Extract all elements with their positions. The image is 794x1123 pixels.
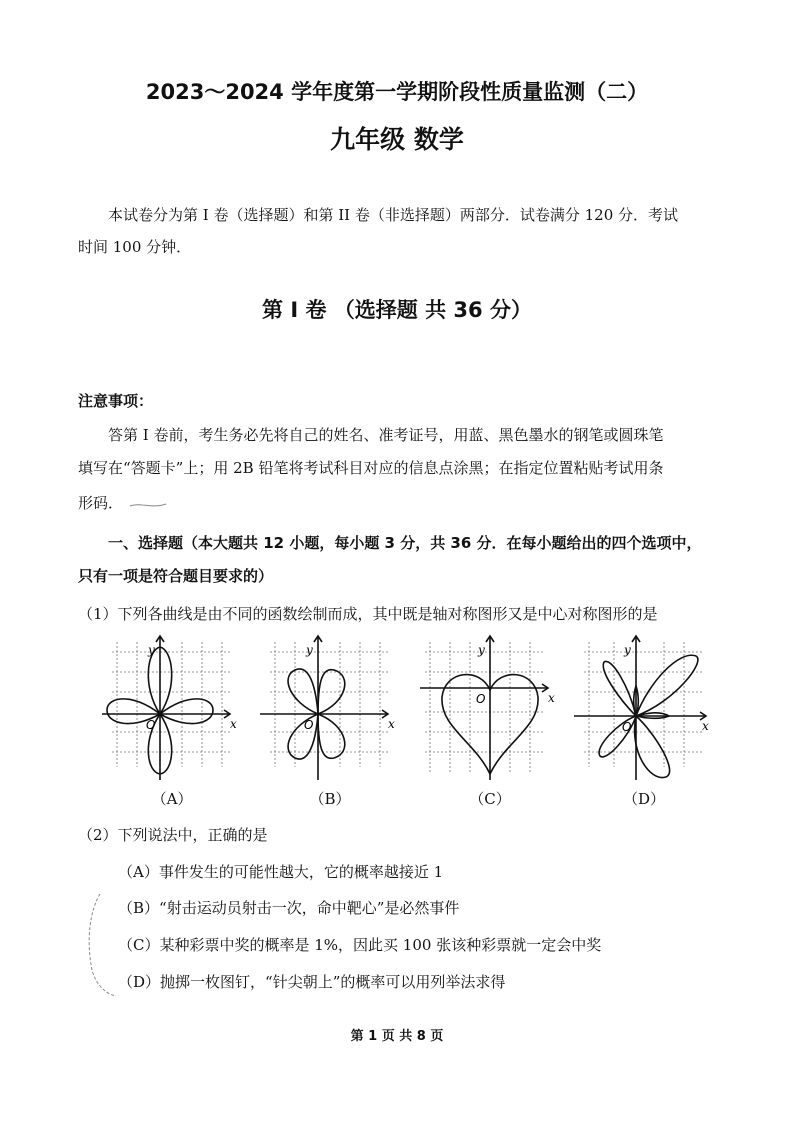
graph-d-label: （D） — [622, 790, 666, 808]
part-one-instructions-1: 一、选择题（本大题共 12 小题，每小题 3 分，共 36 分．在每小题给出的四个选项中， — [108, 534, 702, 552]
question-2-option-b: （B）“射击运动员射击一次，命中靶心”是必然事件 — [118, 899, 460, 917]
exam-subtitle: 九年级 数学 — [330, 125, 464, 154]
svg-text:O: O — [622, 720, 632, 734]
svg-text:x: x — [702, 719, 709, 733]
graph-d-figure — [574, 632, 714, 782]
svg-text:x: x — [548, 691, 555, 705]
graph-b — [260, 632, 400, 782]
graph-d — [574, 632, 714, 782]
svg-text:x: x — [388, 717, 395, 731]
question-2-option-d: （D）抛掷一枚图钉，“针尖朝上”的概率可以用列举法求得 — [118, 973, 506, 991]
svg-text:O: O — [146, 718, 156, 732]
svg-text:y: y — [306, 643, 313, 657]
intro-line-2: 时间 100 分钟． — [78, 238, 192, 256]
notice-heading: 注意事项： — [78, 392, 154, 410]
svg-text:O: O — [304, 718, 314, 732]
question-2-option-a: （A）事件发生的可能性越大，它的概率越接近 1 — [118, 863, 444, 881]
svg-text:x: x — [230, 717, 237, 731]
page-footer: 第 1 页 共 8 页 — [350, 1029, 444, 1044]
svg-text:O: O — [476, 692, 486, 706]
graph-b-label: （B） — [309, 790, 351, 808]
notice-line-1: 答第 I 卷前，考生务必先将自己的姓名、准考证号，用蓝、黑色墨水的钢笔或圆珠笔 — [108, 426, 664, 444]
question-1-stem: （1）下列各曲线是由不同的函数绘制而成，其中既是轴对称图形又是中心对称图形的是 — [78, 605, 658, 623]
graph-c-figure — [420, 632, 560, 782]
intro-line-1: 本试卷分为第 I 卷（选择题）和第 II 卷（非选择题）两部分．试卷满分 120 分．考试 — [108, 206, 679, 224]
graph-a-figure — [102, 632, 242, 782]
notice-line-2: 填写在“答题卡”上；用 2B 铅笔将考试科目对应的信息点涂黑；在指定位置粘贴考试用条 — [78, 459, 664, 477]
svg-text:y: y — [148, 643, 155, 657]
pencil-scribble-mark — [80, 890, 120, 1000]
graph-c-label: （C） — [469, 790, 511, 808]
exam-title: 2023～2024 学年度第一学期阶段性质量监测（二） — [145, 80, 649, 104]
section-title: 第 I 卷 （选择题 共 36 分） — [262, 298, 532, 322]
notice-line-3: 形码． — [78, 494, 124, 512]
question-2-option-c: （C）某种彩票中奖的概率是 1%，因此买 100 张该种彩票就一定会中奖 — [118, 936, 602, 954]
pencil-underline-mark — [128, 500, 168, 512]
svg-text:y: y — [624, 643, 631, 657]
graph-b-figure — [260, 632, 400, 782]
graph-a-label: （A） — [151, 790, 193, 808]
question-2-stem: （2）下列说法中，正确的是 — [78, 826, 268, 844]
graph-c — [420, 632, 560, 782]
graph-a — [102, 632, 242, 782]
part-one-instructions-2: 只有一项是符合题目要求的） — [78, 567, 274, 585]
svg-text:y: y — [478, 643, 485, 657]
